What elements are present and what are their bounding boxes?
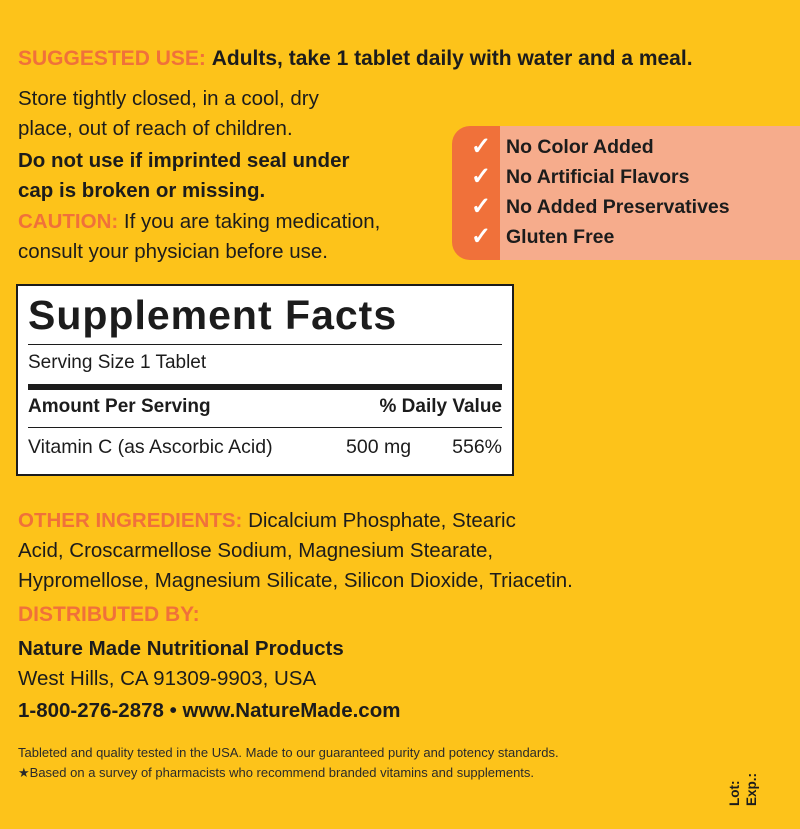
nutrient-daily-value: 556% xyxy=(452,436,502,458)
suggested-use-text: Adults, take 1 tablet daily with water and a meal. xyxy=(211,47,693,70)
amount-per-serving-header: Amount Per Serving xyxy=(28,396,211,417)
claims-box xyxy=(452,126,800,260)
claim-item xyxy=(452,222,800,252)
claim-item xyxy=(452,162,800,192)
suggested-use-label: SUGGESTED USE: xyxy=(18,47,206,70)
nutrient-amount: 500 mg xyxy=(346,436,412,458)
check-icon: ✓ xyxy=(470,133,492,160)
serving-size: Serving Size 1 Tablet xyxy=(28,352,207,373)
supplement-facts-title: Supplement Facts xyxy=(28,292,398,338)
fine-print-quality: Tableted and quality tested in the USA. Made to our guaranteed purity and potency standards. xyxy=(18,745,559,760)
ingredients-label: OTHER INGREDIENTS: xyxy=(18,509,243,532)
storage-line-1: Store tightly closed, in a cool, dry xyxy=(18,87,319,110)
caution-line-2: consult your physician before use. xyxy=(18,240,328,263)
seal-warning-line-2: cap is broken or missing. xyxy=(18,179,266,202)
claim-label: No Artificial Flavors xyxy=(506,166,690,188)
check-icon: ✓ xyxy=(470,193,492,220)
facts-divider xyxy=(28,427,502,428)
facts-divider xyxy=(28,344,502,345)
supplement-facts-panel xyxy=(16,284,514,476)
facts-thick-divider xyxy=(28,384,502,390)
ingredients-line-2: Acid, Croscarmellose Sodium, Magnesium Stearate, xyxy=(18,539,494,562)
exp-label: Exp.: xyxy=(744,772,759,806)
claim-item xyxy=(452,192,800,222)
distributed-by-label: DISTRIBUTED BY: xyxy=(18,603,200,626)
caution-line-1: If you are taking medication, xyxy=(123,210,381,233)
caution-label: CAUTION: xyxy=(18,210,119,233)
distributor-address: West Hills, CA 91309-9903, USA xyxy=(18,667,317,690)
distributor-phone: 1-800-276-2878 xyxy=(18,699,164,722)
lot-label: Lot: xyxy=(727,780,742,806)
ingredients-line-3: Hypromellose, Magnesium Silicate, Silicon Dioxide, Triacetin. xyxy=(18,569,573,592)
caution xyxy=(18,207,380,267)
claim-label: No Color Added xyxy=(506,136,654,158)
seal-warning xyxy=(18,146,349,206)
claim-item xyxy=(452,132,800,162)
claim-label: Gluten Free xyxy=(506,226,615,248)
check-icon: ✓ xyxy=(470,223,492,250)
check-icon: ✓ xyxy=(470,163,492,190)
storage-line-2: place, out of reach of children. xyxy=(18,117,293,140)
daily-value-header: % Daily Value xyxy=(379,396,502,417)
storage-instructions xyxy=(18,84,319,144)
distributor-contact xyxy=(18,699,400,723)
suggested-use xyxy=(18,47,693,71)
lot-exp-block xyxy=(726,773,760,806)
distributor-website: www.NatureMade.com xyxy=(182,699,401,722)
nutrient-name: Vitamin C (as Ascorbic Acid) xyxy=(28,436,273,458)
seal-warning-line-1: Do not use if imprinted seal under xyxy=(18,149,350,172)
ingredients-line-1: Dicalcium Phosphate, Stearic xyxy=(248,509,516,532)
distributor-name: Nature Made Nutritional Products xyxy=(18,637,344,660)
claim-label: No Added Preservatives xyxy=(506,196,730,218)
other-ingredients xyxy=(18,506,573,596)
fine-print-survey: ★Based on a survey of pharmacists who recommend branded vitamins and supplements. xyxy=(18,765,535,780)
bullet-separator: • xyxy=(169,699,177,722)
